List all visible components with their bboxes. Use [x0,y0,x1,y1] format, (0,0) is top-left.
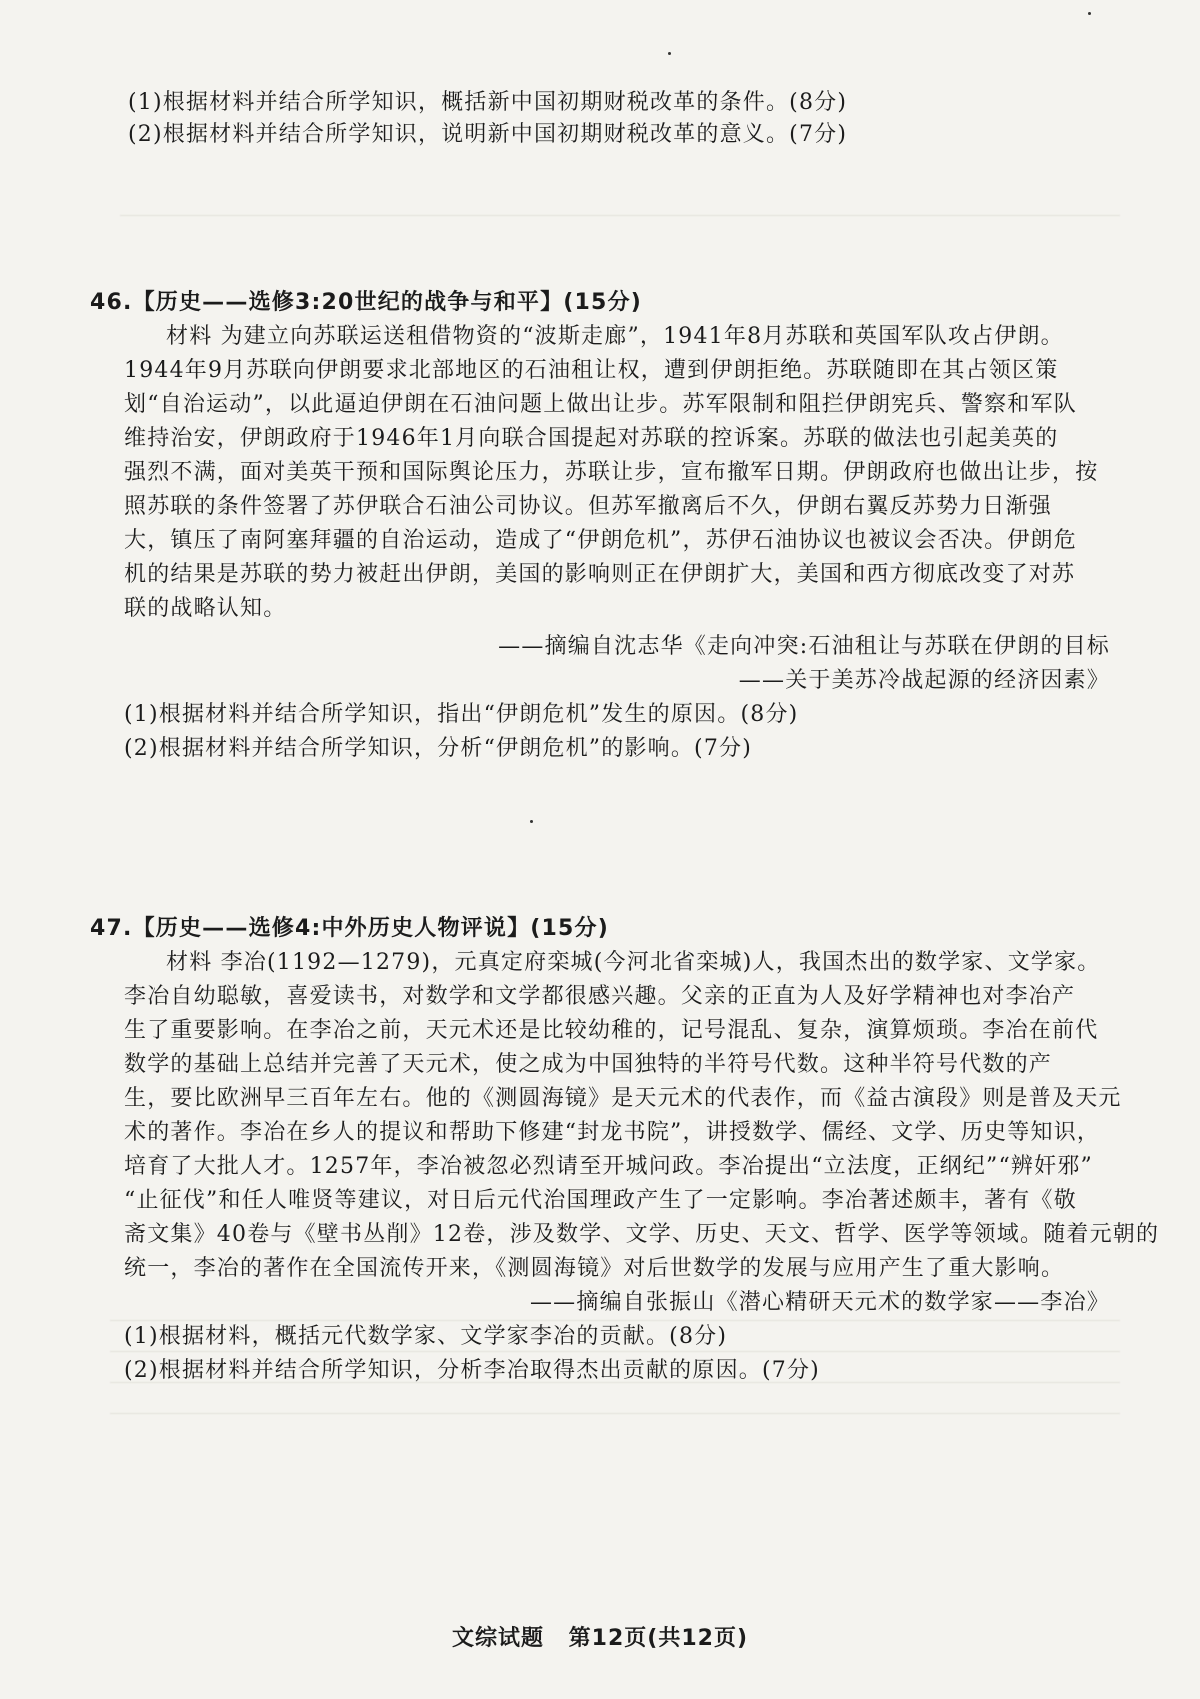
q46-material-line: 材料 为建立向苏联运送租借物资的“波斯走廊”，1941年8月苏联和英国军队攻占伊朗。 [166,324,1064,349]
q46-question-1: (1)根据材料并结合所学知识，指出“伊朗危机”发生的原因。(8分) [124,702,799,727]
top-question-1: (1)根据材料并结合所学知识，概括新中国初期财税改革的条件。(8分) [128,90,848,115]
q47-material-line: 统一，李冶的著作在全国流传开来，《测圆海镜》对后世数学的发展与应用产生了重大影响。 [124,1256,1065,1281]
footer-subject: 文综试题 [451,1626,544,1651]
q47-material-line: 术的著作。李冶在乡人的提议和帮助下修建“封龙书院”，讲授数学、儒经、文学、历史等知识， [124,1120,1101,1145]
q47-material-line: 生，要比欧洲早三百年左右。他的《测圆海镜》是天元术的代表作，而《益古演段》则是普及天元 [124,1086,1122,1111]
q46-material-line: 联的战略认知。 [124,596,287,621]
speck [530,820,533,823]
top-question-2: (2)根据材料并结合所学知识，说明新中国初期财税改革的意义。(7分) [128,122,848,147]
q46-material-line: 划“自治运动”，以此逼迫伊朗在石油问题上做出让步。苏军限制和阻拦伊朗宪兵、警察和军队 [124,392,1077,417]
q47-source-line: ——摘编自张振山《潜心精研天元术的数学家——李冶》 [529,1290,1110,1315]
q46-material-line: 大，镇压了南阿塞拜疆的自治运动，造成了“伊朗危机”，苏伊石油协议也被议会否决。伊朗危 [124,528,1077,553]
page-footer [0,1621,1200,1652]
q47-material-line: 材料 李冶(1192—1279)，元真定府栾城(今河北省栾城)人，我国杰出的数学家、文学家。 [166,950,1101,975]
speck [668,52,671,55]
q46-material-line: 机的结果是苏联的势力被赶出伊朗，美国的影响则正在伊朗扩大，美国和西方彻底改变了对苏 [124,562,1076,587]
q46-material-line: 照苏联的条件签署了苏伊联合石油公司协议。但苏军撤离后不久，伊朗右翼反苏势力日渐强 [124,494,1053,519]
speck [1088,12,1091,15]
q47-question-1: (1)根据材料，概括元代数学家、文学家李冶的贡献。(8分) [124,1324,728,1349]
q46-material-line: 强烈不满，面对美英干预和国际舆论压力，苏联让步，宣布撤军日期。伊朗政府也做出让步，按 [124,460,1099,485]
q47-material-line: 培育了大批人才。1257年，李冶被忽必烈请至开城问政。李冶提出“立法度，正纲纪”“辨奸邪” [124,1154,1093,1179]
q47-heading: 47.【历史——选修4:中外历史人物评说】(15分) [90,916,610,941]
q47-material-line: 数学的基础上总结并完善了天元术，使之成为中国独特的半符号代数。这种半符号代数的产 [124,1052,1053,1077]
q47-material-line: “止征伐”和任人唯贤等建议，对日后元代治国理政产生了一定影响。李冶著述颇丰，著有《敬 [124,1188,1077,1213]
q47-question-2: (2)根据材料并结合所学知识，分析李冶取得杰出贡献的原因。(7分) [124,1358,820,1383]
q47-material-line: 生了重要影响。在李冶之前，天元术还是比较幼稚的，记号混乱、复杂，演算烦琐。李冶在前代 [124,1018,1099,1043]
q46-heading: 46.【历史——选修3:20世纪的战争与和平】(15分) [90,290,643,315]
q46-source-line: ——关于美苏冷战起源的经济因素》 [738,668,1110,693]
footer-page-number: 第12页(共12页) [568,1626,749,1651]
q46-source-line: ——摘编自沈志华《走向冲突:石油租让与苏联在伊朗的目标 [498,634,1110,659]
q46-material-line: 1944年9月苏联向伊朗要求北部地区的石油租让权，遭到伊朗拒绝。苏联随即在其占领区策 [124,358,1059,383]
bleed-through-top [120,185,1120,275]
q47-material-line: 李冶自幼聪敏，喜爱读书，对数学和文学都很感兴趣。父亲的正直为人及好学精神也对李冶产 [124,984,1076,1009]
q47-material-line: 斋文集》40卷与《壁书丛削》12卷，涉及数学、文学、历史、天文、哲学、医学等领域。随着元朝的 [124,1222,1160,1247]
q46-material-line: 维持治安，伊朗政府于1946年1月向联合国提起对苏联的控诉案。苏联的做法也引起美英的 [124,426,1059,451]
q46-question-2: (2)根据材料并结合所学知识，分析“伊朗危机”的影响。(7分) [124,736,753,761]
